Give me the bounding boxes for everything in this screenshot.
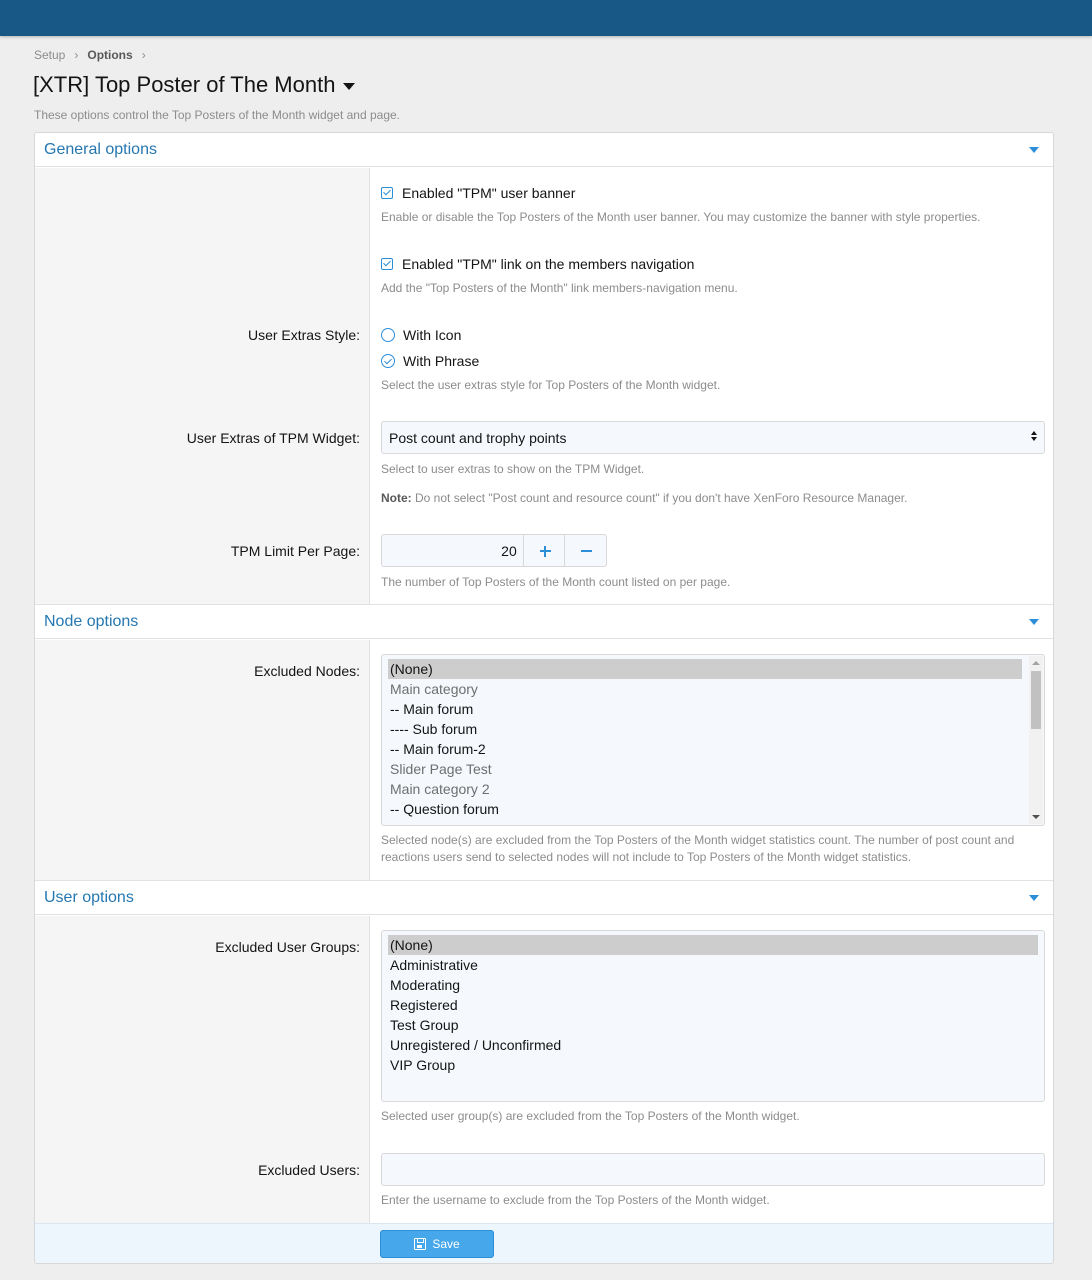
breadcrumb-setup[interactable]: Setup [34,48,66,62]
section-title-general: General options [44,141,157,158]
radio-with-phrase[interactable] [381,353,479,369]
section-header-node[interactable] [35,604,1053,639]
floppy-disk-icon [414,1238,426,1250]
list-option[interactable]: Main category [390,681,478,697]
list-option[interactable]: Main category 2 [390,781,490,797]
select-arrows-icon [1030,431,1038,445]
page-description: These options control the Top Posters of the Month widget and page. [34,108,401,122]
list-option[interactable]: -- Question forum [390,801,499,817]
list-option[interactable]: (None) [388,935,1038,955]
checkbox-checked-icon[interactable] [381,258,393,270]
node-options-rows [35,640,1053,880]
section-title-user: User options [44,889,134,906]
excluded-users-hint: Enter the username to exclude from the Top Posters of the Month widget. [381,1193,770,1207]
excluded-groups-label: Excluded User Groups: [215,939,360,955]
list-option[interactable]: ---- Sub forum [390,721,478,737]
list-option[interactable]: -- Main forum [390,701,474,717]
excluded-groups-listbox[interactable] [381,930,1045,1102]
list-option[interactable]: Slider Page Test [390,761,492,777]
user-options-rows [35,916,1053,1223]
checkbox-checked-icon[interactable] [381,187,393,199]
collapse-toggle-icon[interactable] [1029,895,1039,901]
tpm-banner-checkbox-row[interactable] [381,185,575,201]
radio-with-icon[interactable] [381,327,461,343]
user-extras-style-hint: Select the user extras style for Top Posters of the Month widget. [381,378,721,392]
excluded-users-input[interactable] [381,1153,1045,1186]
excluded-groups-hint: Selected user group(s) are excluded from the Top Posters of the Month widget. [381,1109,800,1123]
caret-down-icon[interactable] [343,83,355,90]
page-title-text: [XTR] Top Poster of The Month [33,72,336,97]
tpm-nav-checkbox-row[interactable] [381,256,694,272]
tpm-nav-label: Enabled "TPM" link on the members navigation [402,256,695,272]
tpm-limit-stepper[interactable] [381,534,607,567]
form-footer [35,1223,1053,1264]
tpm-banner-hint: Enable or disable the Top Posters of the Month user banner. You may customize the banner with style properties. [381,210,981,224]
list-option[interactable]: VIP Group [390,1057,456,1073]
radio-selected-icon[interactable] [381,354,395,368]
breadcrumb [34,48,155,62]
list-option[interactable]: -- Main forum-2 [390,741,486,757]
list-option[interactable]: Unregistered / Unconfirmed [390,1037,562,1053]
list-option[interactable]: Moderating [390,977,461,993]
user-extras-widget-label: User Extras of TPM Widget: [186,430,360,446]
label-column [35,168,370,604]
radio-unselected-icon[interactable] [381,328,395,342]
radio-with-icon-label: With Icon [403,327,462,343]
user-extras-style-label: User Extras Style: [247,327,360,343]
decrement-minus-icon[interactable] [564,535,606,566]
page-title[interactable] [33,72,355,98]
user-extras-widget-hint: Select to user extras to show on the TPM Widget. [381,462,645,476]
tpm-limit-input[interactable]: 20 [501,543,517,559]
collapse-toggle-icon[interactable] [1029,147,1039,153]
tpm-nav-hint: Add the "Top Posters of the Month" link members-navigation menu. [381,281,738,295]
scrollbar-thumb[interactable] [1031,671,1041,729]
section-header-user[interactable] [35,880,1053,915]
scroll-up-arrow-icon[interactable] [1032,661,1040,665]
user-extras-widget-note [381,491,907,505]
save-button-label: Save [432,1237,460,1251]
top-header-bar [0,0,1092,36]
tpm-banner-label: Enabled "TPM" user banner [402,185,576,201]
excluded-nodes-label: Excluded Nodes: [254,663,360,679]
tpm-limit-label: TPM Limit Per Page: [230,543,360,559]
save-button[interactable] [380,1230,494,1258]
user-extras-widget-select[interactable] [381,421,1045,454]
chevron-right-icon: › [141,48,146,62]
note-text: Do not select "Post count and resource count" if you don't have XenForo Resource Manager. [411,491,908,505]
increment-plus-icon[interactable] [523,535,565,566]
tpm-limit-hint: The number of Top Posters of the Month count listed on per page. [381,575,731,589]
listbox-scrollbar[interactable] [1029,656,1043,824]
breadcrumb-options[interactable]: Options [87,48,133,62]
section-title-node: Node options [44,613,139,630]
list-option[interactable]: Registered [390,997,458,1013]
scroll-down-arrow-icon[interactable] [1032,815,1040,819]
excluded-users-label: Excluded Users: [258,1162,360,1178]
list-option[interactable]: Test Group [390,1017,459,1033]
collapse-toggle-icon[interactable] [1029,619,1039,625]
list-option[interactable]: (None) [388,659,1022,679]
list-option[interactable]: Administrative [390,957,478,973]
note-prefix: Note: [381,491,412,505]
excluded-nodes-hint: Selected node(s) are excluded from the Top Posters of the Month widget statistics count. The number of post count and reactions users send to selected nodes will not include to Top Posters of the Month widget statistics. [381,833,1015,864]
select-value: Post count and trophy points [389,430,567,446]
radio-with-phrase-label: With Phrase [403,353,480,369]
chevron-right-icon: › [74,48,79,62]
excluded-nodes-listbox[interactable] [381,654,1045,826]
section-header-general[interactable] [35,132,1053,167]
options-block [34,132,1054,1264]
general-options-rows [35,168,1053,604]
